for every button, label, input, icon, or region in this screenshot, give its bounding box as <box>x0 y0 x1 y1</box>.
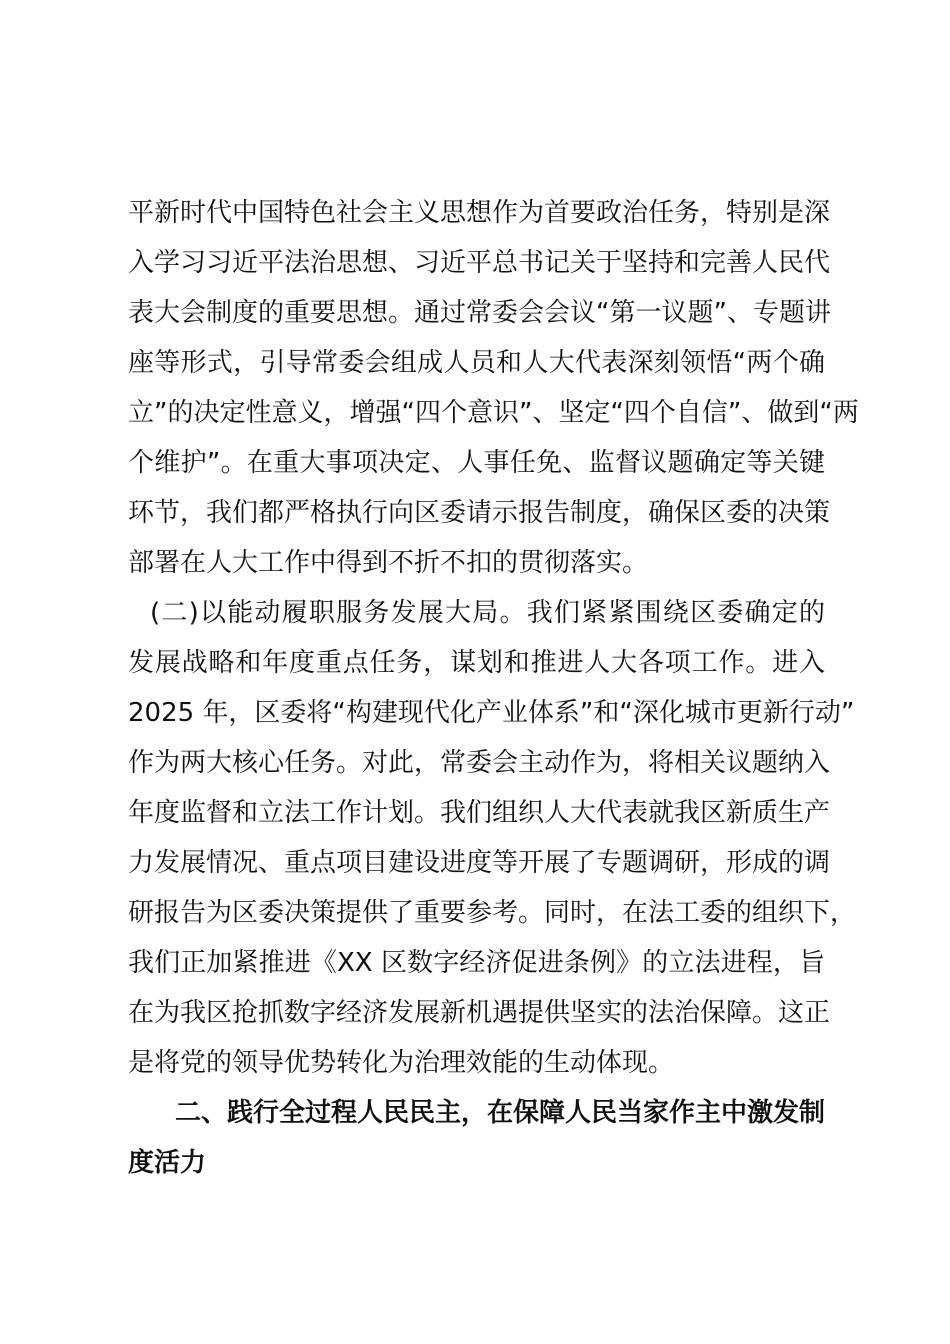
paragraph-line: 力发展情况、重点项目建设进度等开展了专题调研，形成的调 <box>128 848 831 878</box>
paragraph-line: 2025 年，区委将“构建现代化产业体系”和“深化城市更新行动” <box>128 698 855 728</box>
subsection-heading-line: (二)以能动履职服务发展大局。我们紧紧围绕区委确定的 <box>150 598 825 628</box>
paragraph-line: 个维护”。在重大事项决定、人事任免、监督议题确定等关键 <box>128 448 825 478</box>
paragraph-line: 研报告为区委决策提供了重要参考。同时，在法工委的组织下， <box>128 898 857 928</box>
paragraph-line: 表大会制度的重要思想。通过常委会会议“第一议题”、专题讲 <box>128 298 831 328</box>
paragraph-line: 环节，我们都严格执行向区委请示报告制度，确保区委的决策 <box>128 498 831 528</box>
paragraph-line: 座等形式，引导常委会组成人员和人大代表深刻领悟“两个确 <box>128 348 825 378</box>
paragraph-line: 是将党的领导优势转化为治理效能的生动体现。 <box>128 1048 675 1078</box>
paragraph-line: 立”的决定性意义，增强“四个意识”、坚定“四个自信”、做到“两 <box>128 398 859 428</box>
section-heading-line: 度活力 <box>128 1148 207 1178</box>
paragraph-line: 部署在人大工作中得到不折不扣的贯彻落实。 <box>128 548 649 578</box>
paragraph-line: 我们正加紧推进《XX 区数字经济促进条例》的立法进程，旨 <box>128 948 825 978</box>
section-heading-line: 二、践行全过程人民民主，在保障人民当家作主中激发制 <box>175 1098 826 1128</box>
paragraph-line: 入学习习近平法治思想、习近平总书记关于坚持和完善人民代 <box>128 248 831 278</box>
paragraph-line: 发展战略和年度重点任务，谋划和推进人大各项工作。进入 <box>128 648 825 678</box>
paragraph-line: 在为我区抢抓数字经济发展新机遇提供坚实的法治保障。这正 <box>128 998 831 1028</box>
paragraph-line: 年度监督和立法工作计划。我们组织人大代表就我区新质生产 <box>128 798 831 828</box>
paragraph-line: 平新时代中国特色社会主义思想作为首要政治任务，特别是深 <box>128 198 831 228</box>
paragraph-line: 作为两大核心任务。对此，常委会主动作为，将相关议题纳入 <box>128 748 831 778</box>
